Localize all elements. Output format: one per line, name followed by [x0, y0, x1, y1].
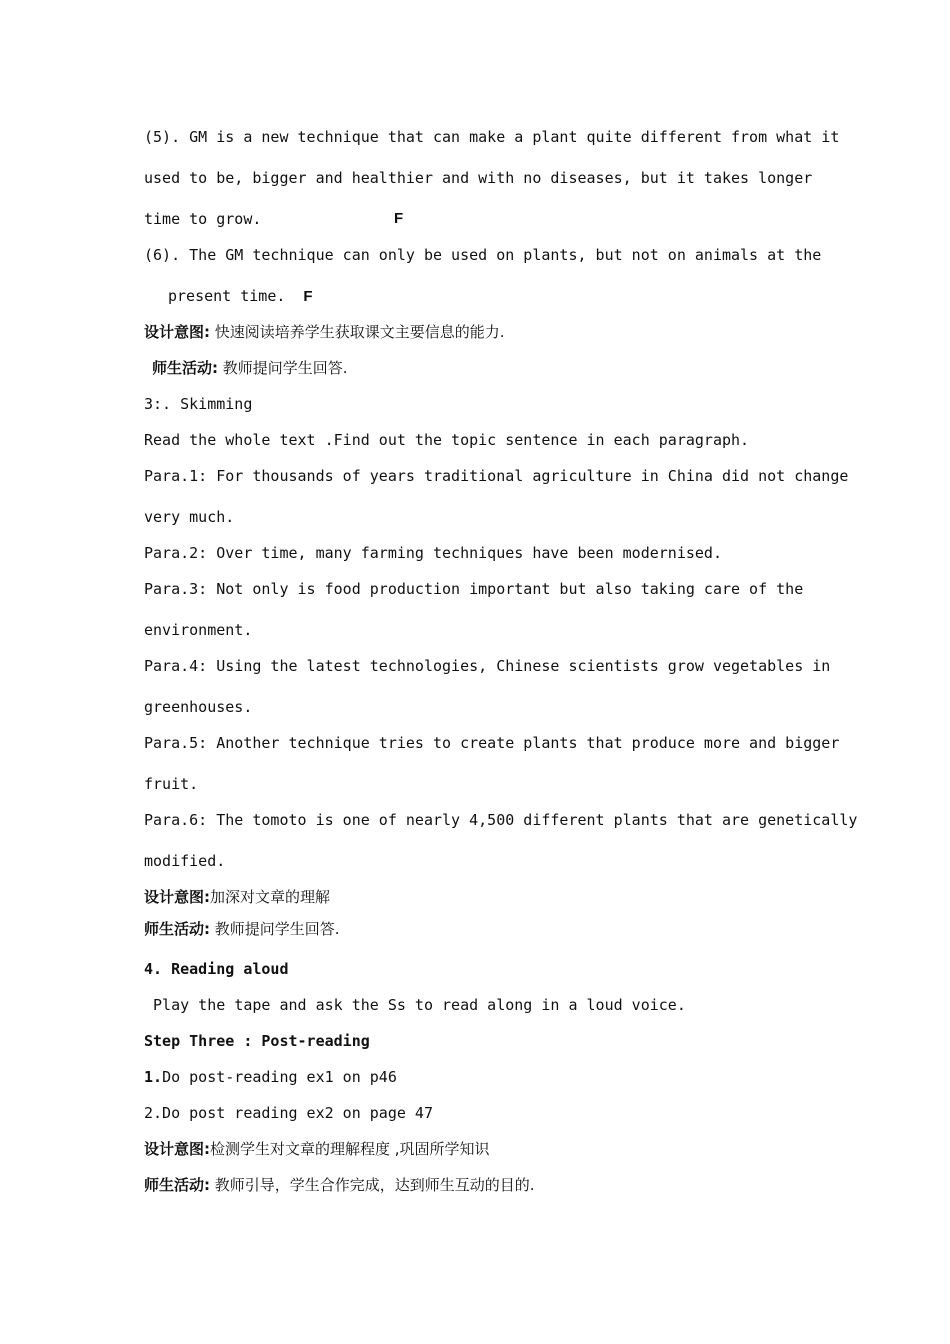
tf-item-5-line-3-text: time to grow. [144, 210, 262, 228]
activity-1-label: 师生活动: [152, 359, 218, 377]
design-intent-1 [144, 322, 505, 342]
para-1-line-2: very much. [144, 508, 235, 526]
teacher-student-activity-2 [144, 919, 340, 939]
para-3-line-2: environment. [144, 621, 253, 639]
para-6-line-1: Para.6: The tomoto is one of nearly 4,500 different plants that are genetically [144, 811, 858, 829]
tf-item-5-line-2: used to be, bigger and healthier and with no diseases, but it takes longer [144, 169, 813, 187]
post-reading-item-1 [144, 1067, 397, 1087]
para-5-line-2: fruit. [144, 775, 199, 793]
activity-2-label: 师生活动: [144, 920, 210, 938]
teacher-student-activity-1 [152, 358, 348, 378]
post-item-1-number: 1. [144, 1068, 163, 1086]
design-intent-2 [144, 887, 330, 907]
design-intent-3-text: 检测学生对文章的理解程度 ,巩固所学知识 [210, 1140, 490, 1158]
tf-item-6-line-2 [168, 286, 313, 307]
para-6-line-2: modified. [144, 852, 226, 870]
design-intent-1-label: 设计意图: [144, 323, 210, 341]
tf-item-5-answer: F [394, 210, 404, 227]
para-1-line-1: Para.1: For thousands of years traditional agriculture in China did not change [144, 467, 849, 485]
para-4-line-2: greenhouses. [144, 698, 253, 716]
design-intent-2-text: 加深对文章的理解 [210, 888, 331, 906]
para-3-line-1: Para.3: Not only is food production important but also taking care of the [144, 580, 804, 598]
teacher-student-activity-3 [144, 1175, 535, 1195]
activity-3-label: 师生活动: [144, 1176, 210, 1194]
design-intent-1-text: 快速阅读培养学生获取课文主要信息的能力. [214, 323, 505, 341]
activity-2-text: 教师提问学生回答. [214, 920, 340, 938]
post-item-1-text: Do post-reading ex1 on p46 [162, 1068, 397, 1086]
step-three-heading: Step Three : Post-reading [144, 1032, 370, 1050]
section-3-instruction: Read the whole text .Find out the topic sentence in each paragraph. [144, 431, 750, 449]
para-2-line-1: Para.2: Over time, many farming techniques have been modernised. [144, 544, 722, 562]
design-intent-3 [144, 1139, 490, 1159]
tf-item-5-line-3 [144, 209, 404, 229]
post-reading-item-2: 2.Do post reading ex2 on page 47 [144, 1104, 433, 1122]
activity-1-text: 教师提问学生回答. [222, 359, 348, 377]
para-5-line-1: Para.5: Another technique tries to create plants that produce more and bigger [144, 734, 840, 752]
section-3-heading: 3:. Skimming [144, 395, 253, 413]
tf-item-6-line-1: (6). The GM technique can only be used on plants, but not on animals at the [144, 246, 822, 264]
design-intent-2-label: 设计意图: [144, 888, 210, 906]
design-intent-3-label: 设计意图: [144, 1140, 210, 1158]
section-4-heading: 4. Reading aloud [144, 960, 289, 978]
section-4-text: Play the tape and ask the Ss to read along in a loud voice. [144, 996, 686, 1014]
tf-item-5-line-1: (5). GM is a new technique that can make a plant quite different from what it [144, 128, 840, 146]
tf-item-6-answer: F [303, 288, 313, 305]
activity-3-text: 教师引导，学生合作完成，达到师生互动的目的. [214, 1176, 535, 1194]
tf-item-6-line-2-text: present time. [168, 287, 286, 305]
para-4-line-1: Para.4: Using the latest technologies, Chinese scientists grow vegetables in [144, 657, 831, 675]
